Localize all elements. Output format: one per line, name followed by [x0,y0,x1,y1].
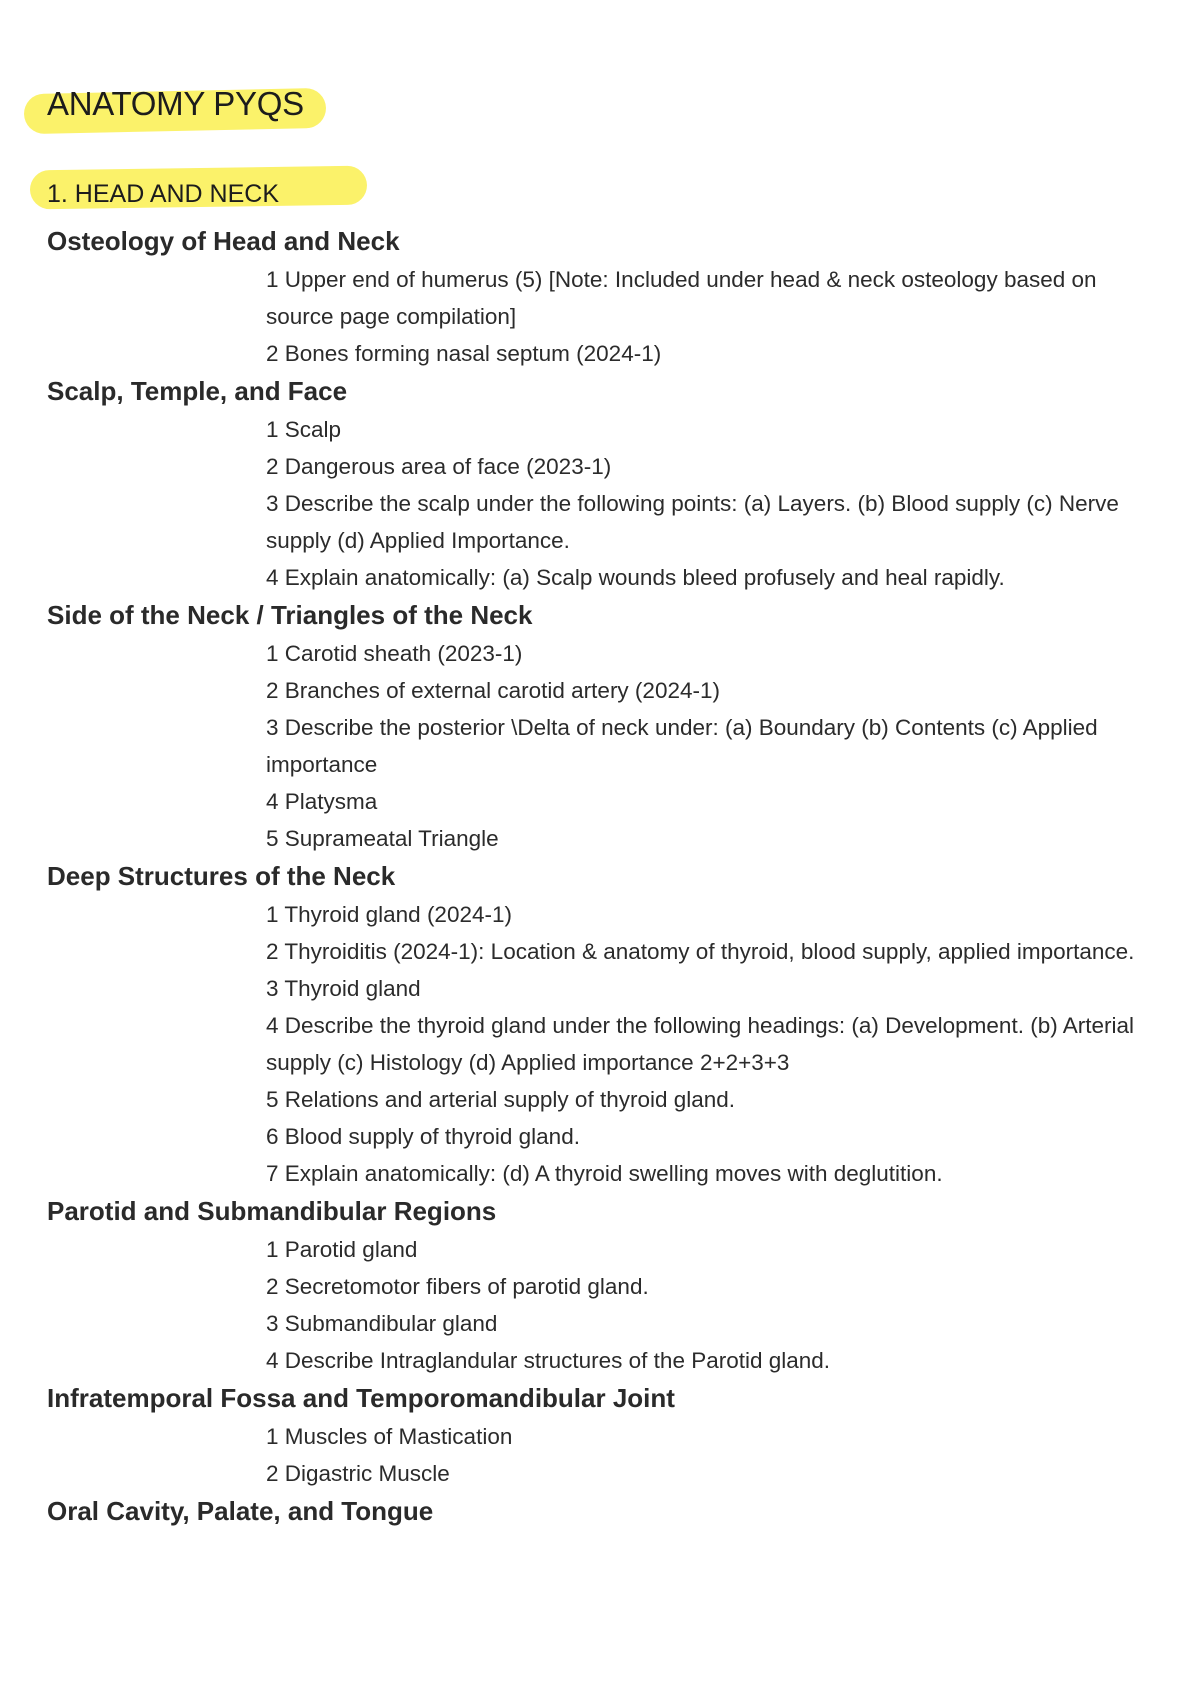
question-item: 1 Carotid sheath (2023-1) [266,641,523,666]
question-item: 4 Describe Intraglandular structures of the Parotid gland. [266,1348,831,1373]
topic-heading: Side of the Neck / Triangles of the Neck [47,600,533,630]
topic-heading: Scalp, Temple, and Face [47,376,348,406]
question-item: 1 Upper end of humerus (5) [Note: Included under head & neck osteology based on source page compilation] [266,267,1097,329]
topics-container [0,222,1200,1531]
question-list [0,1418,1200,1492]
page-title: ANATOMY PYQS [47,85,304,122]
question-item: 1 Parotid gland [266,1237,418,1262]
question-item: 1 Scalp [266,417,342,442]
topic-heading: Infratemporal Fossa and Temporomandibular Joint [47,1383,675,1413]
question-item: 4 Describe the thyroid gland under the following headings: (a) Development. (b) Arterial supply (c) Histology (d) Applied importance 2+2+3+3 [266,1013,1134,1075]
question-item: 2 Branches of external carotid artery (2024-1) [266,678,720,703]
topic-block [0,1379,1200,1492]
topic-block [0,1192,1200,1379]
question-list [0,411,1200,596]
question-item: 5 Relations and arterial supply of thyroid gland. [266,1087,736,1112]
question-item: 4 Platysma [266,789,378,814]
topic-block [0,857,1200,1192]
question-item: 6 Blood supply of thyroid gland. [266,1124,580,1149]
topic-heading: Osteology of Head and Neck [47,226,400,256]
question-item: 2 Digastric Muscle [266,1461,450,1486]
question-list [0,261,1200,372]
question-item: 3 Thyroid gland [266,976,421,1001]
question-item: 2 Dangerous area of face (2023-1) [266,454,612,479]
topic-heading: Oral Cavity, Palate, and Tongue [47,1496,434,1526]
question-list [0,1231,1200,1379]
section-heading: 1. HEAD AND NECK [47,180,280,208]
question-item: 3 Submandibular gland [266,1311,498,1336]
question-item: 1 Muscles of Mastication [266,1424,513,1449]
topic-block [0,372,1200,596]
question-item: 2 Secretomotor fibers of parotid gland. [266,1274,649,1299]
question-list [0,635,1200,857]
topic-block [0,1492,1200,1531]
topic-heading: Parotid and Submandibular Regions [47,1196,497,1226]
question-item: 5 Suprameatal Triangle [266,826,499,851]
question-item: 3 Describe the scalp under the following points: (a) Layers. (b) Blood supply (c) Nerve supply (d) Applied Importance. [266,491,1119,553]
question-item: 1 Thyroid gland (2024-1) [266,902,512,927]
question-item: 4 Explain anatomically: (a) Scalp wounds bleed profusely and heal rapidly. [266,565,1005,590]
topic-heading: Deep Structures of the Neck [47,861,396,891]
question-item: 7 Explain anatomically: (d) A thyroid swelling moves with deglutition. [266,1161,943,1186]
topic-block [0,222,1200,372]
question-item: 2 Bones forming nasal septum (2024-1) [266,341,662,366]
question-list [0,896,1200,1192]
question-item: 2 Thyroiditis (2024-1): Location & anatomy of thyroid, blood supply, applied importance. [266,939,1135,964]
question-item: 3 Describe the posterior \Delta of neck under: (a) Boundary (b) Contents (c) Applied importance [266,715,1098,777]
topic-block [0,596,1200,857]
